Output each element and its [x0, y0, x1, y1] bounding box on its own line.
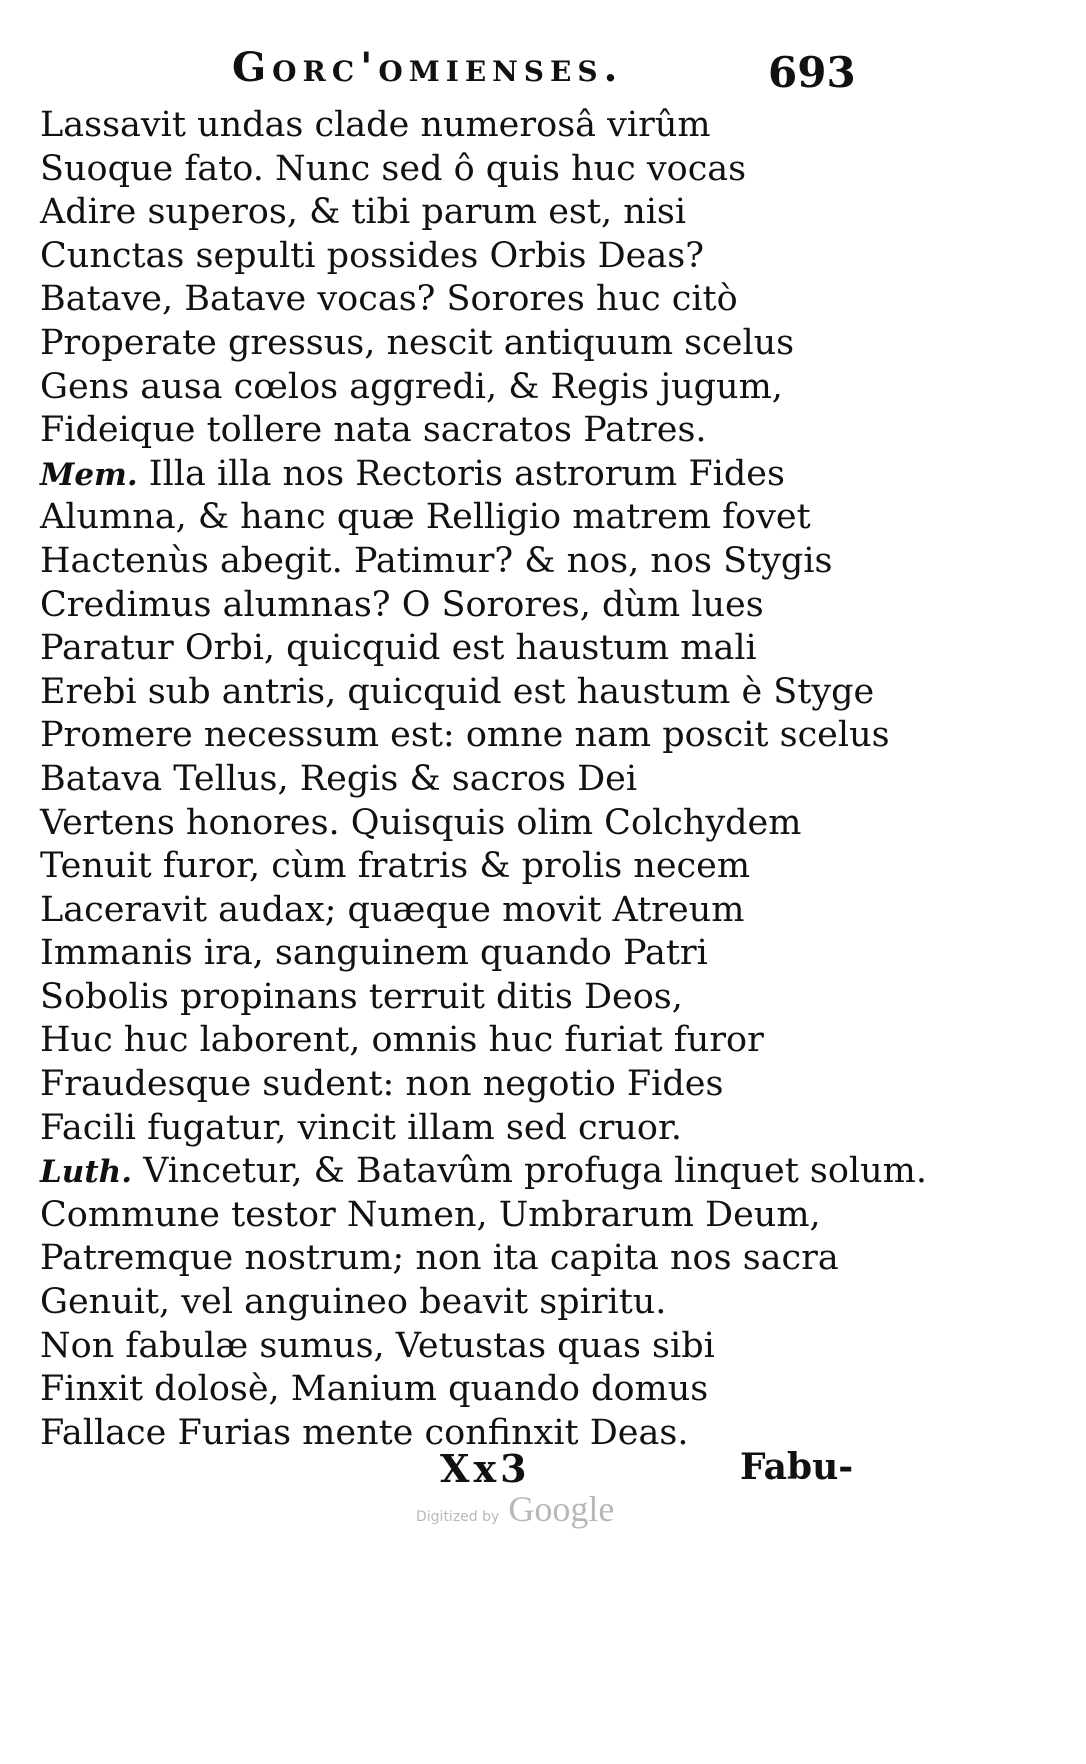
verse-line: [40, 889, 920, 933]
verse-line-text: Promere necessum est: omne nam poscit scelus: [40, 715, 890, 756]
verse-line-text: Vincetur, & Batavûm profuga linquet solum.: [143, 1151, 927, 1192]
verse-line: [40, 104, 920, 148]
verse-line: [40, 584, 920, 628]
verse-line: [40, 1194, 920, 1238]
google-logo: Google: [508, 1489, 615, 1529]
verse-line: [40, 409, 920, 453]
verse-line: [40, 1368, 920, 1412]
verse-line-text: Hactenùs abegit. Patimur? & nos, nos Stygis: [40, 540, 833, 581]
verse-line-text: Huc huc laborent, omnis huc furiat furor: [40, 1020, 764, 1061]
verse-line-text: Finxit dolosè, Manium quando domus: [40, 1369, 709, 1410]
verse-line-text: Batave, Batave vocas? Sorores huc citò: [40, 279, 738, 320]
verse-line-text: Properate gressus, nescit antiquum scelus: [40, 322, 795, 363]
verse-line-text: Facili fugatur, vincit illam sed cruor.: [40, 1107, 683, 1148]
verse-line: [40, 1281, 920, 1325]
verse-line-text: Gens ausa cœlos aggredi, & Regis jugum,: [40, 366, 783, 407]
verse-line: [40, 1325, 920, 1369]
verse-line-text: Erebi sub antris, quicquid est haustum è Styge: [40, 671, 875, 712]
verse-line: [40, 976, 920, 1020]
page-number: 693: [768, 48, 856, 97]
verse-line-text: Alumna, & hanc quæ Relligio matrem fovet: [40, 497, 811, 538]
verse-line: [40, 1063, 920, 1107]
verse-line: [40, 1237, 920, 1281]
verse-line: [40, 235, 920, 279]
verse-text: [40, 104, 927, 1455]
verse-line: [40, 191, 920, 235]
verse-line: [40, 453, 920, 497]
verse-line-text: Fideique tollere nata sacratos Patres.: [40, 410, 707, 451]
speaker-label: Luth.: [40, 1154, 132, 1191]
verse-line-text: Vertens honores. Quisquis olim Colchydem: [40, 802, 802, 843]
verse-line: [40, 1150, 927, 1194]
verse-line-text: Tenuit furor, cùm fratris & prolis necem: [40, 846, 751, 887]
verse-line: [40, 627, 920, 671]
verse-line-text: Illa illa nos Rectoris astrorum Fides: [148, 453, 785, 494]
verse-line: [40, 671, 920, 715]
verse-line: [40, 1107, 920, 1151]
verse-line-text: Non fabulæ sumus, Vetustas quas sibi: [40, 1325, 715, 1366]
verse-line-text: Immanis ira, sanguinem quando Patri: [40, 933, 708, 974]
verse-line-text: Commune testor Numen, Umbrarum Deum,: [40, 1194, 821, 1235]
verse-line-text: Paratur Orbi, quicquid est haustum mali: [40, 628, 757, 669]
verse-line-text: Laceravit audax; quæque movit Atreum: [40, 889, 745, 930]
verse-line-text: Cunctas sepulti possides Orbis Deas?: [40, 235, 704, 276]
verse-line-text: Adire superos, & tibi parum est, nisi: [40, 192, 687, 233]
watermark-prefix: Digitized by: [416, 1509, 500, 1525]
page-header: [0, 44, 966, 104]
verse-line: [40, 714, 920, 758]
verse-line: [40, 1019, 920, 1063]
verse-line-text: Credimus alumnas? O Sorores, dùm lues: [40, 584, 764, 625]
running-head: Gorc'omienses.: [232, 44, 624, 91]
verse-line-text: Fallace Furias mente confinxit Deas.: [40, 1412, 689, 1453]
verse-line: [40, 322, 920, 366]
verse-line: [40, 148, 920, 192]
speaker-label: Mem.: [40, 456, 138, 493]
verse-line-text: Suoque fato. Nunc sed ô quis huc vocas: [40, 148, 747, 189]
verse-line: [40, 278, 920, 322]
verse-line: [40, 845, 920, 889]
verse-line-text: Genuit, vel anguineo beavit spiritu.: [40, 1282, 667, 1323]
verse-line-text: Patremque nostrum; non ita capita nos sacra: [40, 1238, 839, 1279]
verse-line-text: Lassavit undas clade numerosâ virûm: [40, 105, 711, 145]
verse-line-text: Batava Tellus, Regis & sacros Dei: [40, 758, 638, 799]
verse-line: [40, 496, 920, 540]
digitized-watermark: [416, 1488, 614, 1530]
verse-line: [40, 540, 920, 584]
catchword: Fabu-: [740, 1446, 854, 1488]
verse-line: [40, 758, 920, 802]
signature-mark: Xx3: [440, 1446, 531, 1491]
verse-line-text: Sobolis propinans terruit ditis Deos,: [40, 976, 683, 1017]
verse-line-text: Fraudesque sudent: non negotio Fides: [40, 1064, 724, 1105]
verse-line: [40, 802, 920, 846]
verse-line: [40, 366, 920, 410]
verse-line: [40, 932, 920, 976]
